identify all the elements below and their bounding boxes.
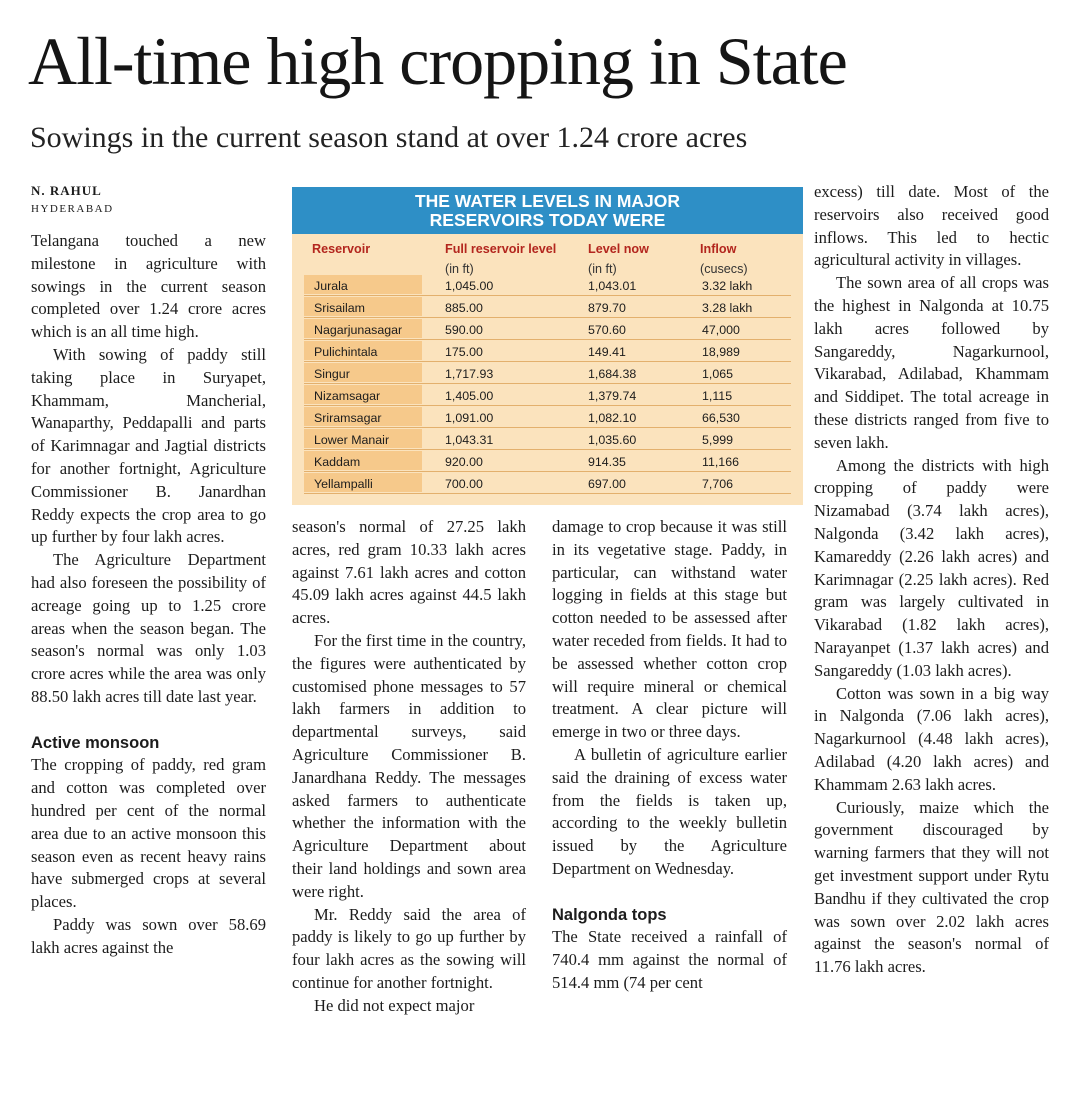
paragraph: Curiously, maize which the government discouraged by warning farmers that they will not get investment support under Rytu Bandhu if they cultivated the crop was sown over 2.02 lakh acres against the season's normal of 11.76 lakh acres. [814,797,1049,977]
paragraph: For the first time in the country, the figures were authenticated by customised phone messages to 57 lakh farmers in addition to departmental surveys, said Agriculture Commissioner B. Janardhana Reddy. The messages asked farmers to authenticate whether the information with the Agriculture Department about their land holdings and sown area were right. [292,630,526,901]
paragraph: season's normal of 27.25 lakh acres, red gram 10.33 lakh acres against 7.61 lakh acres and cotton 45.09 lakh acres against 44.5 lakh acres. [292,517,526,628]
column-header: Full reservoir level [445,242,557,256]
reservoir-name-cell: Pulichintala [314,345,378,359]
full-level-cell: 175.00 [445,345,483,359]
paragraph: The State received a rainfall of 740.4 mm against the normal of 514.4 mm (74 per cent [552,927,787,992]
row-divider [304,339,791,340]
paragraph: damage to crop because it was still in its vegetative stage. Paddy, in particular, can withstand water logging in fields at this stage but cotton needed to be assessed after water receded from fields. It had to be assessed whether cotton crop will require mineral or chemical treatment. A clear picture will emerge in two or three days. [552,517,787,742]
table-row [292,319,803,341]
reservoir-name-cell: Srisailam [314,301,365,315]
row-divider [304,493,791,494]
inflow-cell: 7,706 [702,477,734,491]
row-divider [304,361,791,362]
paragraph: Telangana touched a new milestone in agriculture with sowings in the current season completed over 1.24 crore acres which is an all time high. [31,231,266,342]
table-row [292,407,803,429]
paragraph: The sown area of all crops was the highest in Nalgonda at 10.75 lakh acres followed by Sangareddy, Nagarkurnool, Vikarabad, Adilabad, Khammam and Siddipet. The total acreage in these districts ranged from five to seven lakh. [814,273,1049,452]
table-row [292,341,803,363]
full-level-cell: 590.00 [445,323,483,337]
current-level-cell: 1,035.60 [588,433,637,447]
full-level-cell: 1,045.00 [445,279,494,293]
row-divider [304,427,791,428]
paragraph: Paddy was sown over 58.69 lakh acres against the [31,914,266,957]
headline: All-time high cropping in State [28,23,847,99]
paragraph: He did not expect major [314,995,475,1015]
table-header [292,234,803,275]
full-level-cell: 885.00 [445,301,483,315]
reservoir-name-cell: Sriramsagar [314,411,382,425]
section-heading-nalgonda-tops: Nalgonda tops [552,905,667,924]
current-level-cell: 697.00 [588,477,626,491]
full-level-cell: 700.00 [445,477,483,491]
dateline: HYDERABAD [31,203,114,215]
table-title: THE WATER LEVELS IN MAJOR RESERVOIRS TODAY WERE [292,187,803,234]
paragraph: excess) till date. Most of the reservoirs also received good inflows. This led to hectic agricultural activity in villages. [814,182,1049,270]
current-level-cell: 1,684.38 [588,367,637,381]
byline: N. RAHUL [31,183,102,198]
column-unit: (in ft) [445,262,474,276]
inflow-cell: 3.28 lakh [702,301,753,315]
row-divider [304,405,791,406]
row-divider [304,383,791,384]
table-row [292,275,803,297]
column-header: Reservoir [312,242,371,256]
inflow-cell: 66,530 [702,411,740,425]
row-divider [304,471,791,472]
row-divider [304,295,791,296]
column-unit: (in ft) [588,262,617,276]
inflow-cell: 18,989 [702,345,740,359]
subheadline: Sowings in the current season stand at over 1.24 crore acres [30,121,748,154]
paragraph: Cotton was sown in a big way in Nalgonda (7.06 lakh acres), Nagarkurnool (4.48 lakh acres), Adilabad (4.20 lakh acres) and Khammam 2.63 lakh acres. [814,683,1049,794]
article-column-2 [292,516,526,1018]
table-row [292,451,803,473]
reservoir-name-cell: Singur [314,367,350,381]
full-level-cell: 1,091.00 [445,411,494,425]
table-row [292,473,803,495]
paragraph: Mr. Reddy said the area of paddy is likely to go up further by four lakh acres as the sowing will continue for another fortnight. [292,904,526,992]
table-row [292,297,803,319]
current-level-cell: 1,379.74 [588,389,637,403]
full-level-cell: 1,717.93 [445,367,494,381]
column-unit: (cusecs) [700,262,748,276]
paragraph: The Agriculture Department had also foreseen the possibility of acreage going up to 1.25 crore areas when the season began. The season's normal was only 1.03 crore acres while the area was only 88.50 lakh acres till date last year. [31,550,266,706]
current-level-cell: 914.35 [588,455,626,469]
full-level-cell: 920.00 [445,455,483,469]
table-row [292,385,803,407]
row-divider [304,317,791,318]
paragraph: The cropping of paddy, red gram and cotton was completed over hundred per cent of the normal area due to an active monsoon this season even as recent heavy rains have submerged crops at several places. [31,755,266,912]
table-row [292,363,803,385]
reservoir-name-cell: Nagarjunasagar [314,323,403,337]
current-level-cell: 1,043.01 [588,279,637,293]
inflow-cell: 5,999 [702,433,734,447]
paragraph: A bulletin of agriculture earlier said the draining of excess water from the fields is taken up, according to the weekly bulletin issued by the Agriculture Department on Wednesday. [552,744,787,878]
reservoir-table [292,187,803,505]
reservoir-name-cell: Nizamsagar [314,389,381,403]
reservoir-name-cell: Yellampalli [314,477,373,491]
section-heading-active-monsoon: Active monsoon [31,733,160,752]
current-level-cell: 1,082.10 [588,411,637,425]
full-level-cell: 1,405.00 [445,389,494,403]
inflow-cell: 1,115 [702,389,733,403]
article-column-4 [814,181,1049,979]
paragraph: Among the districts with high cropping of paddy were Nizamabad (3.74 lakh acres), Nalgonda (3.42 lakh acres), Kamareddy (2.26 lakh acres) and Karimnagar (2.25 lakh acres). Red gram was largely cultivated in Vikarabad (1.82 lakh acres), Narayanpet (1.37 lakh acres) and Sangareddy (1.03 lakh acres). [814,455,1049,680]
table-row [292,429,803,451]
current-level-cell: 879.70 [588,301,626,315]
article-column-1 [31,230,266,960]
reservoir-name-cell: Lower Manair [314,433,390,447]
article-column-3 [552,516,787,995]
column-header: Level now [588,242,649,256]
reservoir-name-cell: Jurala [314,279,348,293]
inflow-cell: 47,000 [702,323,740,337]
column-header: Inflow [700,242,737,256]
reservoir-name-cell: Kaddam [314,455,361,469]
inflow-cell: 3.32 lakh [702,279,753,293]
current-level-cell: 149.41 [588,345,626,359]
full-level-cell: 1,043.31 [445,433,494,447]
table-body [292,275,803,495]
inflow-cell: 1,065 [702,367,734,381]
paragraph: With sowing of paddy still taking place in Suryapet, Khammam, Mancherial, Wanaparthy, Peddapalli and parts of Karimnagar and Jagtial districts for another fortnight, Agriculture Commissioner B. Janardhan Reddy expects the crop area to go up further by four lakh acres. [31,344,266,547]
inflow-cell: 11,166 [702,455,739,469]
row-divider [304,449,791,450]
current-level-cell: 570.60 [588,323,626,337]
